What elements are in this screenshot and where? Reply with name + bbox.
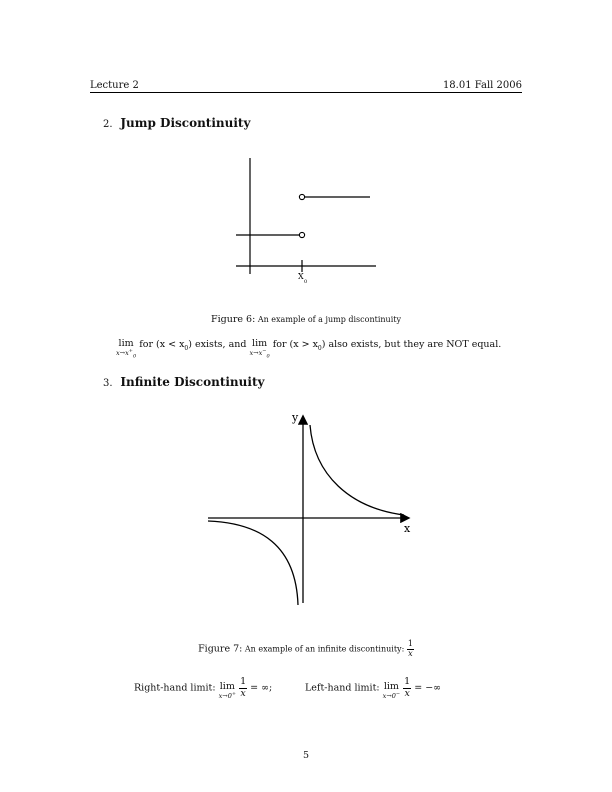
page-number: 5	[302, 750, 310, 761]
curve-right-branch	[310, 425, 404, 515]
x-axis-label: x	[404, 522, 411, 535]
caption-fraction	[407, 640, 414, 659]
left-hand-limit	[305, 676, 441, 700]
header-rule	[90, 92, 522, 93]
y-axis-label: y	[292, 411, 299, 424]
curve-left-branch	[208, 521, 298, 605]
lim-superscript: −	[262, 348, 267, 355]
lim-sub: 0	[266, 353, 270, 360]
lim-subscript: x→0	[382, 692, 396, 701]
sentence-part4: ) also exists, but they are NOT equal.	[321, 339, 502, 350]
lim-superscript: −	[395, 691, 401, 698]
lim-word: lim	[118, 338, 134, 349]
left-lim-operator	[383, 682, 400, 700]
figure-jump-discontinuity	[230, 150, 390, 290]
left-limit-fraction	[403, 677, 411, 699]
right-hand-limit	[134, 676, 272, 700]
upper-open-point	[299, 194, 304, 199]
fraction-numerator: 1	[407, 639, 413, 648]
right-limit-fraction	[239, 677, 247, 699]
sentence-part2: ) exists, and	[188, 339, 247, 350]
lim-superscript: +	[231, 691, 237, 698]
right-lim-operator	[219, 682, 236, 700]
fraction-numerator: 1	[404, 676, 411, 688]
x0-subscript: 0	[304, 279, 308, 285]
lim-subscript: x→0	[218, 692, 232, 701]
right-limit-label: Right-hand limit:	[134, 682, 216, 694]
lim-word: lim	[383, 681, 399, 692]
sentence-sub3: 0	[317, 344, 322, 352]
section-heading-jump	[103, 116, 250, 130]
figure7-caption-label: Figure 7:	[198, 643, 243, 655]
lim-word: lim	[252, 338, 268, 349]
section-title: Jump Discontinuity	[120, 116, 251, 130]
lower-open-point	[299, 232, 304, 237]
sentence-part3: for (x > x	[272, 339, 318, 350]
sentence-part1: for (x < x	[139, 339, 185, 350]
header-right: 18.01 Fall 2006	[442, 80, 522, 91]
lim-superscript: +	[128, 348, 133, 355]
fraction-numerator: 1	[240, 676, 247, 688]
left-limit-label: Left-hand limit:	[305, 682, 380, 694]
x0-label: X	[298, 272, 304, 281]
lim-subscript: x→x	[116, 349, 129, 358]
limit-right-sided	[116, 339, 136, 360]
section-heading-infinite	[103, 375, 264, 389]
figure-infinite-discontinuity	[200, 405, 420, 610]
section-number: 3.	[103, 378, 113, 389]
right-limit-result: = ∞;	[250, 682, 273, 694]
figure6-caption	[0, 314, 612, 325]
fraction-denominator: x	[404, 687, 410, 699]
section-number: 2.	[103, 119, 113, 130]
fraction-denominator: x	[408, 648, 413, 658]
header-left: Lecture 2	[90, 80, 139, 91]
figure6-caption-label: Figure 6:	[211, 314, 256, 325]
lim-word: lim	[219, 681, 235, 692]
sentence-sub1: 0	[184, 344, 189, 352]
jump-limits-sentence	[116, 339, 501, 360]
section-title: Infinite Discontinuity	[120, 375, 265, 389]
figure7-caption-text: An example of an infinite discontinuity:	[244, 644, 405, 654]
lim-sub: 0	[132, 353, 137, 360]
limit-left-sided	[250, 339, 270, 360]
lim-subscript: x→x	[249, 349, 263, 358]
figure7-caption	[0, 640, 612, 659]
left-limit-result: = −∞	[414, 682, 442, 694]
fraction-denominator: x	[240, 687, 246, 699]
figure6-caption-text: An example of a jump discontinuity	[257, 315, 401, 324]
